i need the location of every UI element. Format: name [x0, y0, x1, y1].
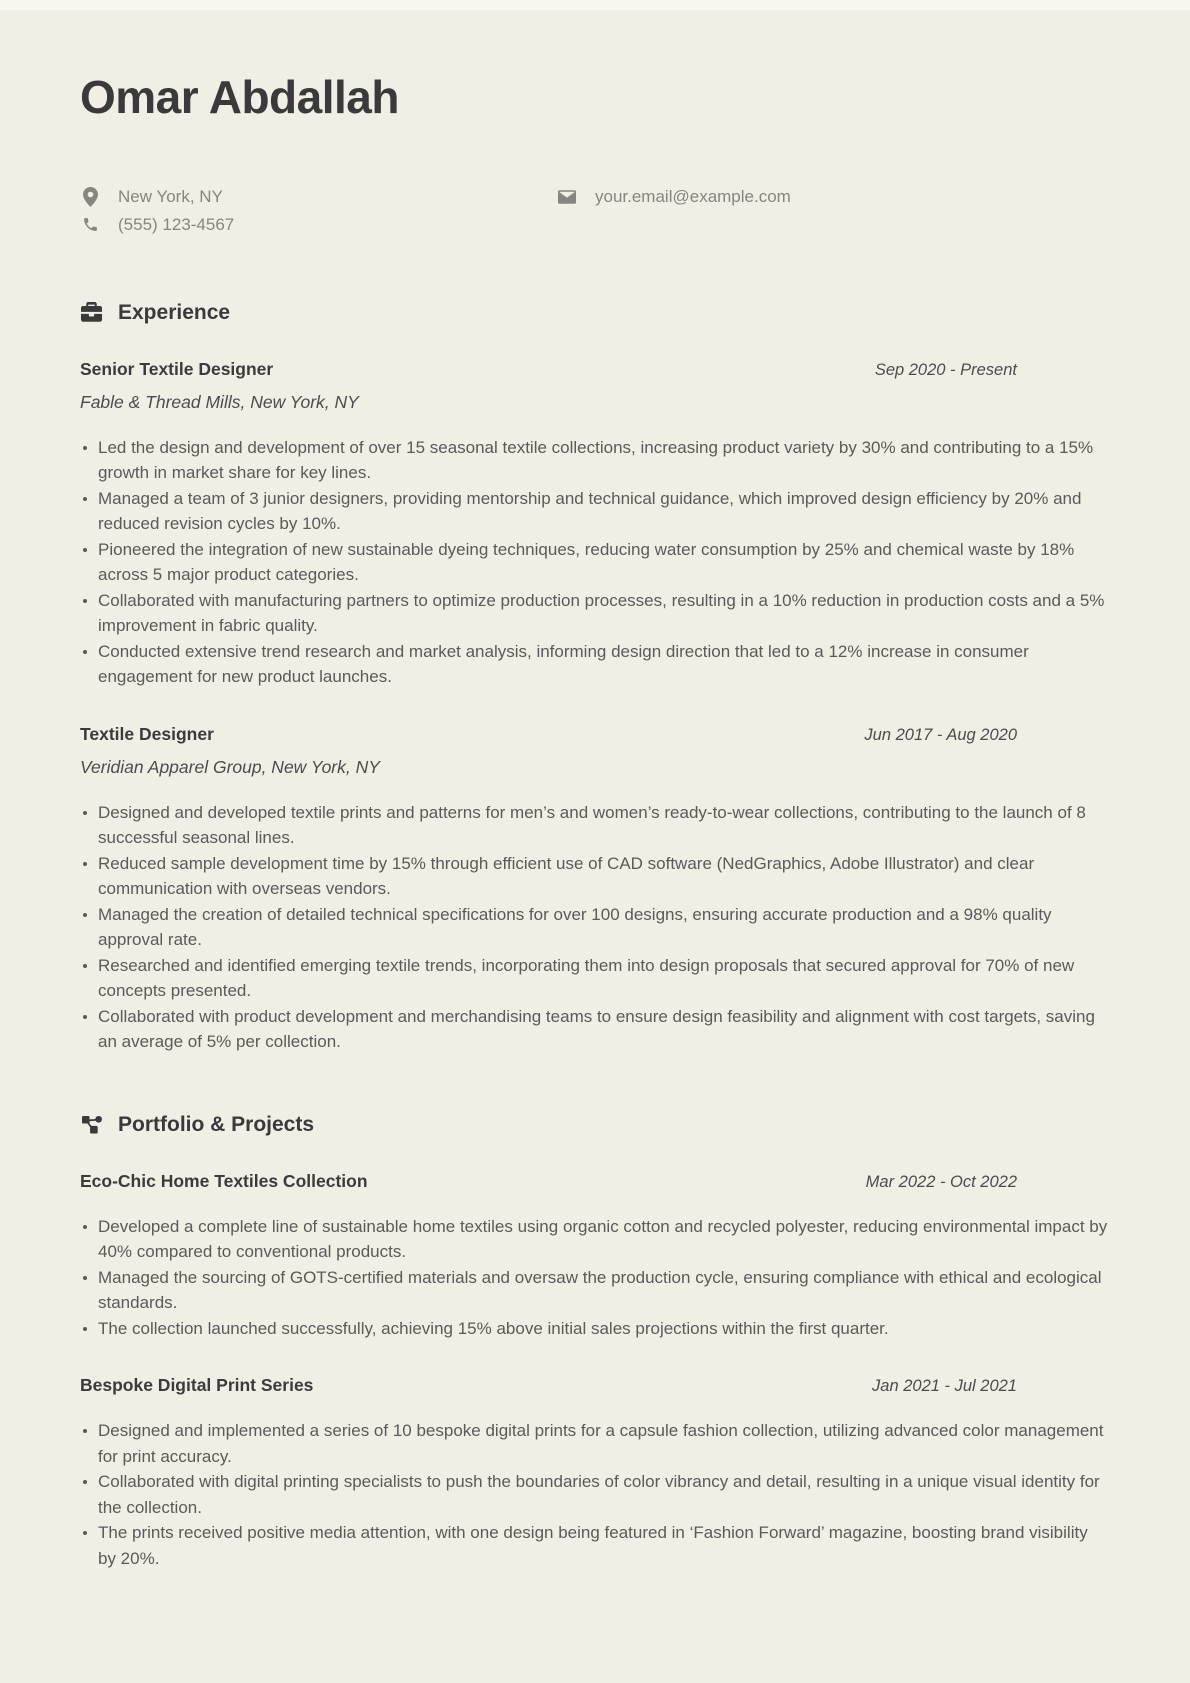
bullet-item: Led the design and development of over 15 seasonal textile collections, increasing product variety by 30% and contributing to a 15% growth in market share for key lines. — [80, 435, 1110, 486]
project-title: Bespoke Digital Print Series — [80, 1375, 314, 1396]
contact-location-text: New York, NY — [118, 186, 223, 206]
contact-email — [557, 187, 791, 207]
contact-column-right — [557, 187, 791, 243]
project-diagram-icon — [80, 1115, 102, 1134]
resume-page — [0, 10, 1190, 1631]
job-company: Veridian Apparel Group, New York, NY — [80, 756, 380, 777]
experience-heading — [80, 301, 1110, 325]
experience-heading-label: Experience — [118, 300, 231, 324]
bullet-item: Developed a complete line of sustainable home textiles using organic cotton and recycled polyester, reducing environmental impact by 40% compared to conventional products. — [80, 1214, 1110, 1265]
contact-email-text: your.email@example.com — [595, 186, 791, 206]
job-bullet-list — [80, 435, 1110, 690]
envelope-icon — [557, 190, 577, 204]
portfolio-heading — [80, 1113, 1110, 1137]
contact-location — [80, 187, 557, 207]
bullet-item: Conducted extensive trend research and market analysis, informing design direction that led to a 12% increase in consumer engagement for new product launches. — [80, 639, 1110, 690]
entry-header — [80, 1375, 1110, 1396]
bullet-item: Researched and identified emerging textile trends, incorporating them into design proposals that secured approval for 70% of new concepts presented. — [80, 953, 1110, 1004]
portfolio-section — [80, 1113, 1110, 1572]
bullet-item: The collection launched successfully, achieving 15% above initial sales projections within the first quarter. — [80, 1316, 1110, 1342]
job-dates: Sep 2020 - Present — [874, 360, 1017, 379]
contact-section — [80, 187, 1110, 243]
bullet-item: Pioneered the integration of new sustainable dyeing techniques, reducing water consumption by 25% and chemical waste by 18% across 5 major product categories. — [80, 537, 1110, 588]
page-top-strip — [0, 0, 1190, 10]
contact-phone — [80, 215, 557, 235]
contact-phone-text: (555) 123-4567 — [118, 214, 235, 234]
project-dates: Mar 2022 - Oct 2022 — [865, 1172, 1017, 1191]
bullet-item: Collaborated with digital printing specialists to push the boundaries of color vibrancy and detail, resulting in a unique visual identity for the collection. — [80, 1469, 1110, 1520]
project-bullet-list — [80, 1214, 1110, 1342]
contact-column-left — [80, 187, 557, 243]
job-company: Fable & Thread Mills, New York, NY — [80, 391, 359, 412]
entry-header — [80, 1171, 1110, 1192]
project-dates: Jan 2021 - Jul 2021 — [872, 1377, 1017, 1396]
bullet-item: Collaborated with manufacturing partners to optimize production processes, resulting in a 10% reduction in production costs and a 5% improvement in fabric quality. — [80, 588, 1110, 639]
bullet-item: Managed the creation of detailed technical specifications for over 100 designs, ensuring accurate production and a 98% quality approval rate. — [80, 902, 1110, 953]
bullet-item: Managed a team of 3 junior designers, providing mentorship and technical guidance, which improved design efficiency by 20% and reduced revision cycles by 10%. — [80, 486, 1110, 537]
bullet-item: Collaborated with product development and merchandising teams to ensure design feasibility and alignment with cost targets, saving an average of 5% per collection. — [80, 1004, 1110, 1055]
candidate-name: Omar Abdallah — [80, 71, 399, 123]
entry-header — [80, 724, 1110, 745]
entry-header — [80, 359, 1110, 380]
project-bullet-list — [80, 1418, 1110, 1571]
bullet-item: The prints received positive media attention, with one design being featured in ‘Fashion Forward’ magazine, boosting brand visibility by 20%. — [80, 1520, 1110, 1571]
map-pin-icon — [80, 187, 100, 207]
bullet-item: Reduced sample development time by 15% through efficient use of CAD software (NedGraphics, Adobe Illustrator) and clear communication with overseas vendors. — [80, 851, 1110, 902]
experience-entry — [80, 359, 1110, 690]
job-title: Senior Textile Designer — [80, 358, 274, 379]
portfolio-entry — [80, 1171, 1110, 1342]
project-title: Eco-Chic Home Textiles Collection — [80, 1170, 368, 1191]
experience-section — [80, 301, 1110, 1055]
bullet-item: Managed the sourcing of GOTS-certified materials and oversaw the production cycle, ensuring compliance with ethical and ecological standards. — [80, 1265, 1110, 1316]
portfolio-entry — [80, 1375, 1110, 1571]
job-dates: Jun 2017 - Aug 2020 — [864, 725, 1017, 744]
portfolio-heading-label: Portfolio & Projects — [118, 1112, 315, 1136]
bullet-item: Designed and developed textile prints and patterns for men’s and women’s ready-to-wear collections, contributing to the launch of 8 successful seasonal lines. — [80, 800, 1110, 851]
bullet-item: Designed and implemented a series of 10 bespoke digital prints for a capsule fashion collection, utilizing advanced color management for print accuracy. — [80, 1418, 1110, 1469]
job-bullet-list — [80, 800, 1110, 1055]
job-title: Textile Designer — [80, 723, 214, 744]
phone-icon — [80, 216, 100, 233]
experience-entry — [80, 724, 1110, 1055]
briefcase-icon — [80, 302, 102, 323]
